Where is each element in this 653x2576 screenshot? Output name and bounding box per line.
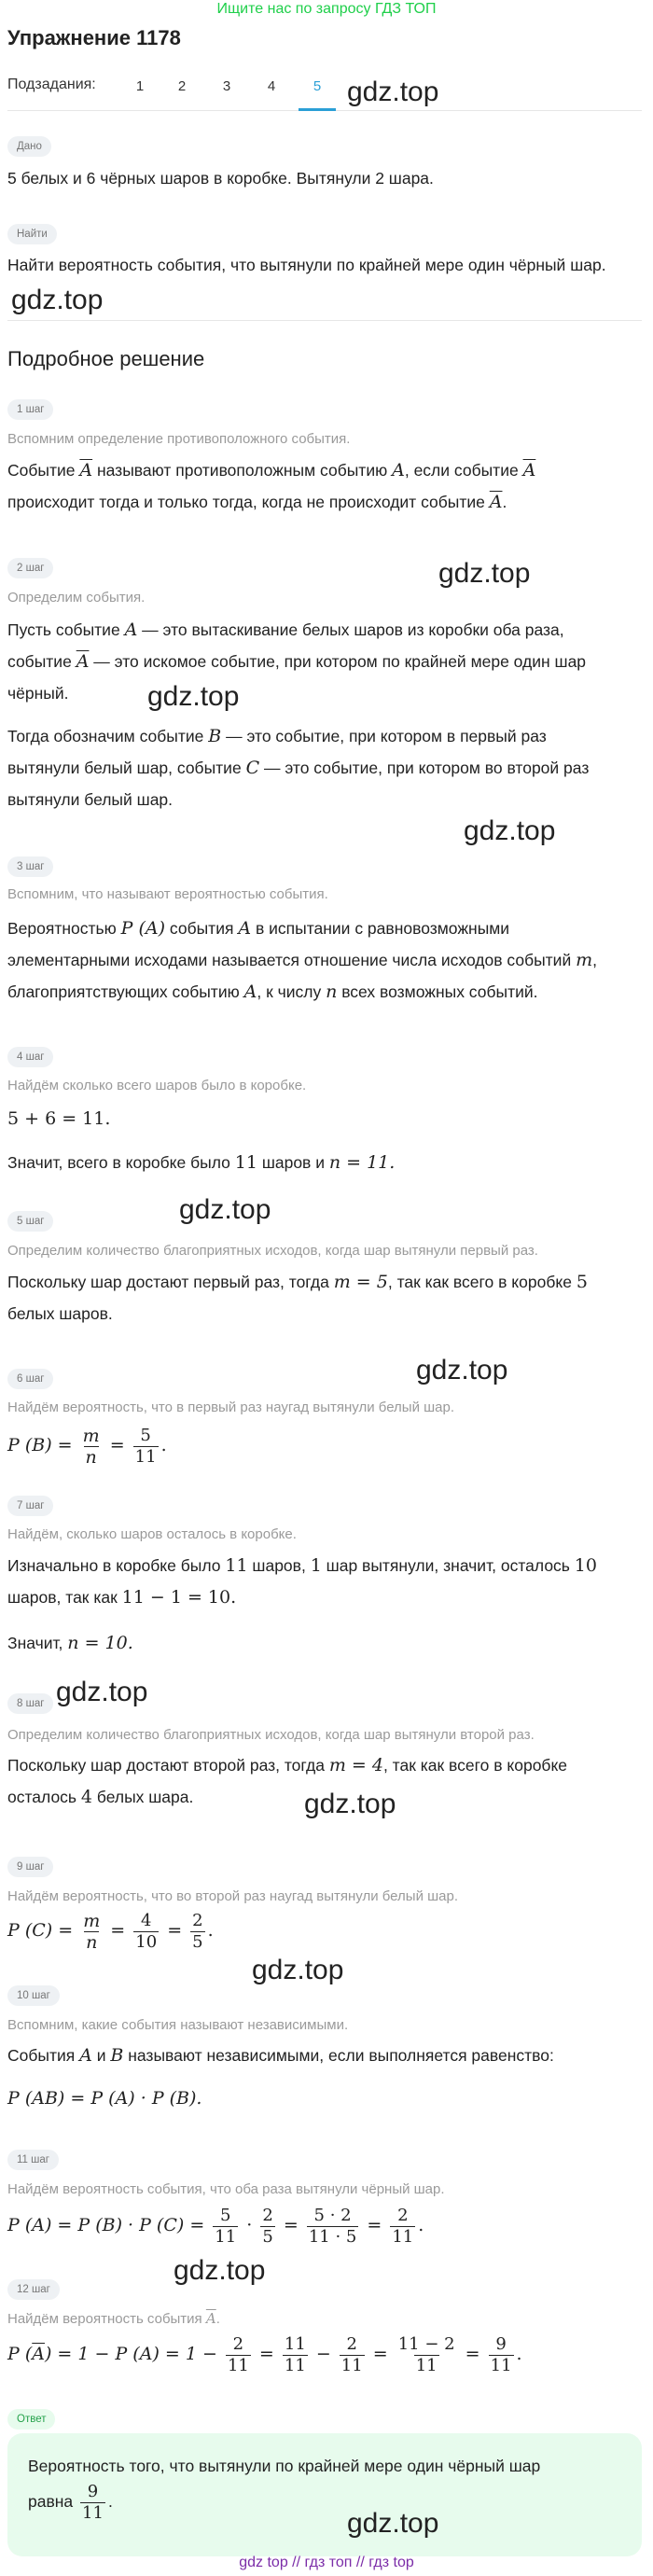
top-banner: Ищите нас по запросу ГДЗ ТОП <box>216 1 437 17</box>
watermark: gdz.top <box>179 1194 271 1225</box>
step-text: Тогда обозначим событие B — это событие, при котором в первый раз вытянули белый шар, событие C — это событие, при котором во второй раз вытянули белый шар. <box>7 726 590 809</box>
step-text: Пусть событие A — это вытаскивание белых шаров из коробки оба раза, событие $\overline{A}$ — это искомое событие, при котором по крайней мере один шар чёрный. <box>7 620 587 703</box>
watermark: gdz.top <box>347 77 439 107</box>
watermark: gdz.top <box>347 2508 439 2539</box>
step-chip: 2 шаг <box>7 558 53 578</box>
step-hint: Найдём вероятность, что в первый раз наугад вытянули белый шар. <box>7 1399 455 1415</box>
formula: P (C) = $\frac{m}{n}$ = $\frac{4}{10}$ = $\frac{2}{5}$ . <box>7 1910 214 1953</box>
given-text: 5 белых и 6 чёрных шаров в коробке. Вытянули 2 шара. <box>7 169 434 188</box>
watermark: gdz.top <box>464 815 556 846</box>
step-hint: Найдём вероятность, что во второй раз наугад вытянули белый шар. <box>7 1888 458 1904</box>
subtask-tab-4[interactable]: 4 <box>267 78 276 94</box>
subtask-tab-3[interactable]: 3 <box>222 78 231 94</box>
step-chip: 7 шаг <box>7 1496 53 1516</box>
footer-link[interactable]: гдз top <box>368 2555 414 2570</box>
answer-text: Вероятность того, что вытянули по крайней мере один чёрный шар равна $\frac{9}{11}$ . <box>28 2457 541 2523</box>
step-text: События A и B называют независимыми, если выполняется равенство: <box>7 2045 554 2066</box>
step-hint: Найдём вероятность события, что оба раза вытянули чёрный шар. <box>7 2181 445 2197</box>
step-text: Значит, n = 10. <box>7 1633 133 1653</box>
watermark: gdz.top <box>304 1789 396 1819</box>
step-hint: Определим количество благоприятных исходов, когда шар вытянули первый раз. <box>7 1243 538 1259</box>
step-hint: Найдём, сколько шаров осталось в коробке. <box>7 1526 297 1542</box>
footer-link[interactable]: гдз топ <box>304 2555 353 2570</box>
subtasks-label: Подзадания: <box>7 77 96 92</box>
subtask-tab-1[interactable]: 1 <box>135 78 145 94</box>
step-hint: Вспомним, какие события называют независимыми. <box>7 2017 349 2033</box>
footer <box>0 2555 653 2571</box>
step-hint: Определим количество благоприятных исходов, когда шар вытянули второй раз. <box>7 1727 535 1743</box>
step-text: Вероятностью P (A) события A в испытании с равновозможными элементарными исходами называется отношение числа исходов событий m, благоприятствующих событию A, к числу n всех возможных событий. <box>7 918 598 1002</box>
step-hint: Вспомним определение противоположного события. <box>7 431 351 447</box>
step-hint: Вспомним, что называют вероятностью события. <box>7 886 328 902</box>
find-text: Найти вероятность события, что вытянули по крайней мере один чёрный шар. <box>7 256 606 274</box>
watermark: gdz.top <box>416 1355 508 1385</box>
formula: P (AB) = P (A) · P (B). <box>7 2088 202 2109</box>
step-chip: 5 шаг <box>7 1211 53 1232</box>
formula: 5 + 6 = 11. <box>7 1108 111 1129</box>
step-chip: 4 шаг <box>7 1047 53 1067</box>
page-title: Упражнение 1178 <box>7 26 181 49</box>
step-hint: Найдём вероятность события $\overline{A}$. <box>7 2310 220 2327</box>
formula: P (B) = $\frac{m}{n}$ = $\frac{5}{11}$ . <box>7 1425 167 1468</box>
watermark: gdz.top <box>11 285 104 315</box>
step-chip: 1 шаг <box>7 399 53 420</box>
step-text: Изначально в коробке было 11 шаров, 1 шар вытянули, значит, осталось 10 шаров, так как 11 − 1 = 10. <box>7 1555 597 1608</box>
active-tab-underline <box>299 108 336 111</box>
footer-sep: // <box>292 2555 301 2570</box>
step-text: Событие $\overline{A}$ называют противоположным событию A, если событие $\overline{A}$ происходит тогда и только тогда, когда не происходит событие $\overline{A}$. <box>7 460 536 512</box>
step-chip: 9 шаг <box>7 1857 53 1877</box>
step-chip: 10 шаг <box>7 1985 60 2006</box>
divider <box>7 320 642 321</box>
step-hint: Найдём сколько всего шаров было в коробке. <box>7 1078 307 1093</box>
solution-title: Подробное решение <box>7 347 205 370</box>
subtask-tab-2[interactable]: 2 <box>177 78 187 94</box>
subtask-tab-5[interactable]: 5 <box>313 78 322 94</box>
formula: P $(\overline{A}) = 1 - P$ (A) = 1 − $\frac{2}{11}$ = $\frac{11}{11}$ − $\frac{2}{11}$ = $\frac{11 - 2}{11}$ = $\frac{9}{11}$ . <box>7 2333 522 2375</box>
step-chip: 12 шаг <box>7 2279 60 2300</box>
find-chip: Найти <box>7 224 57 244</box>
footer-link[interactable]: gdz top <box>239 2555 288 2570</box>
watermark: gdz.top <box>174 2255 266 2286</box>
watermark: gdz.top <box>438 558 531 589</box>
step-hint: Определим события. <box>7 590 146 606</box>
watermark: gdz.top <box>147 681 240 712</box>
step-chip: 8 шаг <box>7 1693 53 1714</box>
footer-sep: // <box>355 2555 365 2570</box>
step-text: Поскольку шар достают первый раз, тогда m = 5, так как всего в коробке 5 белых шаров. <box>7 1272 588 1323</box>
step-chip: 11 шаг <box>7 2150 59 2170</box>
watermark: gdz.top <box>56 1677 148 1707</box>
step-chip: 6 шаг <box>7 1369 53 1389</box>
answer-chip: Ответ <box>7 2409 55 2430</box>
step-chip: 3 шаг <box>7 856 53 877</box>
formula: P (A) = P (B) · P (C) = $\frac{5}{11}$ · $\frac{2}{5}$ = $\frac{5 \cdot 2}{11 \cdot 5}$ = $\frac{2}{11}$ . <box>7 2205 424 2247</box>
watermark: gdz.top <box>252 1955 344 1985</box>
step-text: Поскольку шар достают второй раз, тогда m = 4, так как всего в коробке осталось 4 белых шара. <box>7 1755 568 1807</box>
given-chip: Дано <box>7 136 51 157</box>
step-text: Значит, всего в коробке было 11 шаров и n = 11. <box>7 1152 396 1173</box>
